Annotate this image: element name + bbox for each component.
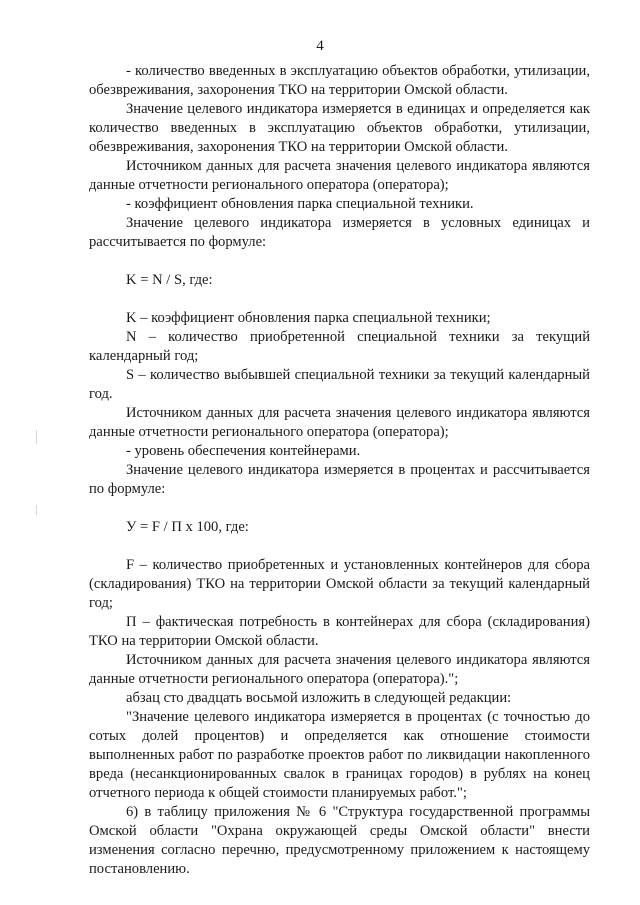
paragraph: S – количество выбывшей специальной техники за текущий календарный год. (89, 367, 590, 402)
paragraph: Значение целевого индикатора измеряется в условных единицах и рассчитывается по формуле: (89, 215, 590, 250)
spacer (89, 537, 590, 556)
paragraph: П – фактическая потребность в контейнерах для сбора (складирования) ТКО на территории Омской области. (89, 614, 590, 649)
paragraph: Значение целевого индикатора измеряется в единицах и определяется как количество введенных в эксплуатацию объектов обработки, утилизации, обезвреживания, захоронения ТКО на территории Омской области. (89, 101, 590, 155)
paragraph: - коэффициент обновления парка специальной техники. (126, 196, 474, 212)
paragraph: - количество введенных в эксплуатацию объектов обработки, утилизации, обезвреживания, захоронения ТКО на территории Омской области. (89, 63, 590, 98)
spacer (89, 290, 590, 309)
paragraph: F – количество приобретенных и установленных контейнеров для сбора (складирования) ТКО на территории Омской области за текущий календарный год; (89, 557, 590, 611)
paragraph: - уровень обеспечения контейнерами. (126, 443, 361, 459)
spacer (89, 499, 590, 518)
paragraph: Источником данных для расчета значения целевого индикатора являются данные отчетности регионального оператора (оператора)."; (89, 652, 590, 687)
paragraph: N – количество приобретенной специальной техники за текущий календарный год; (89, 329, 590, 364)
paragraph: Значение целевого индикатора измеряется в процентах и рассчитывается по формуле: (89, 462, 590, 497)
paragraph: K – коэффициент обновления парка специальной техники; (126, 310, 491, 326)
paragraph: абзац сто двадцать восьмой изложить в следующей редакции: (126, 690, 512, 706)
formula-u: У = F / П х 100, где: (126, 519, 249, 535)
paragraph: Источником данных для расчета значения целевого индикатора являются данные отчетности регионального оператора (оператора); (89, 158, 590, 193)
page-number: 4 (316, 38, 324, 54)
paragraph: Источником данных для расчета значения целевого индикатора являются данные отчетности регионального оператора (оператора); (89, 405, 590, 440)
scan-artifact (36, 505, 37, 515)
paragraph: 6) в таблицу приложения № 6 "Структура государственной программы Омской области "Охрана окружающей среды Омской области" внести изменения согласно перечню, предусмотренному приложением к настоящему постановлению. (89, 804, 590, 877)
document-body (89, 62, 590, 879)
paragraph: "Значение целевого индикатора измеряется в процентах (с точностью до сотых долей процентов) и определяется как отношение стоимости выполненных работ по разработке проектов работ по ликвидации накопленного вреда (несанкционированных свалок в границах городов) в рублях на конец отчетного периода к общей стоимости планируемых работ."; (89, 709, 590, 801)
scan-artifact (36, 430, 37, 444)
spacer (89, 252, 590, 271)
formula-k: K = N / S, где: (126, 272, 213, 288)
